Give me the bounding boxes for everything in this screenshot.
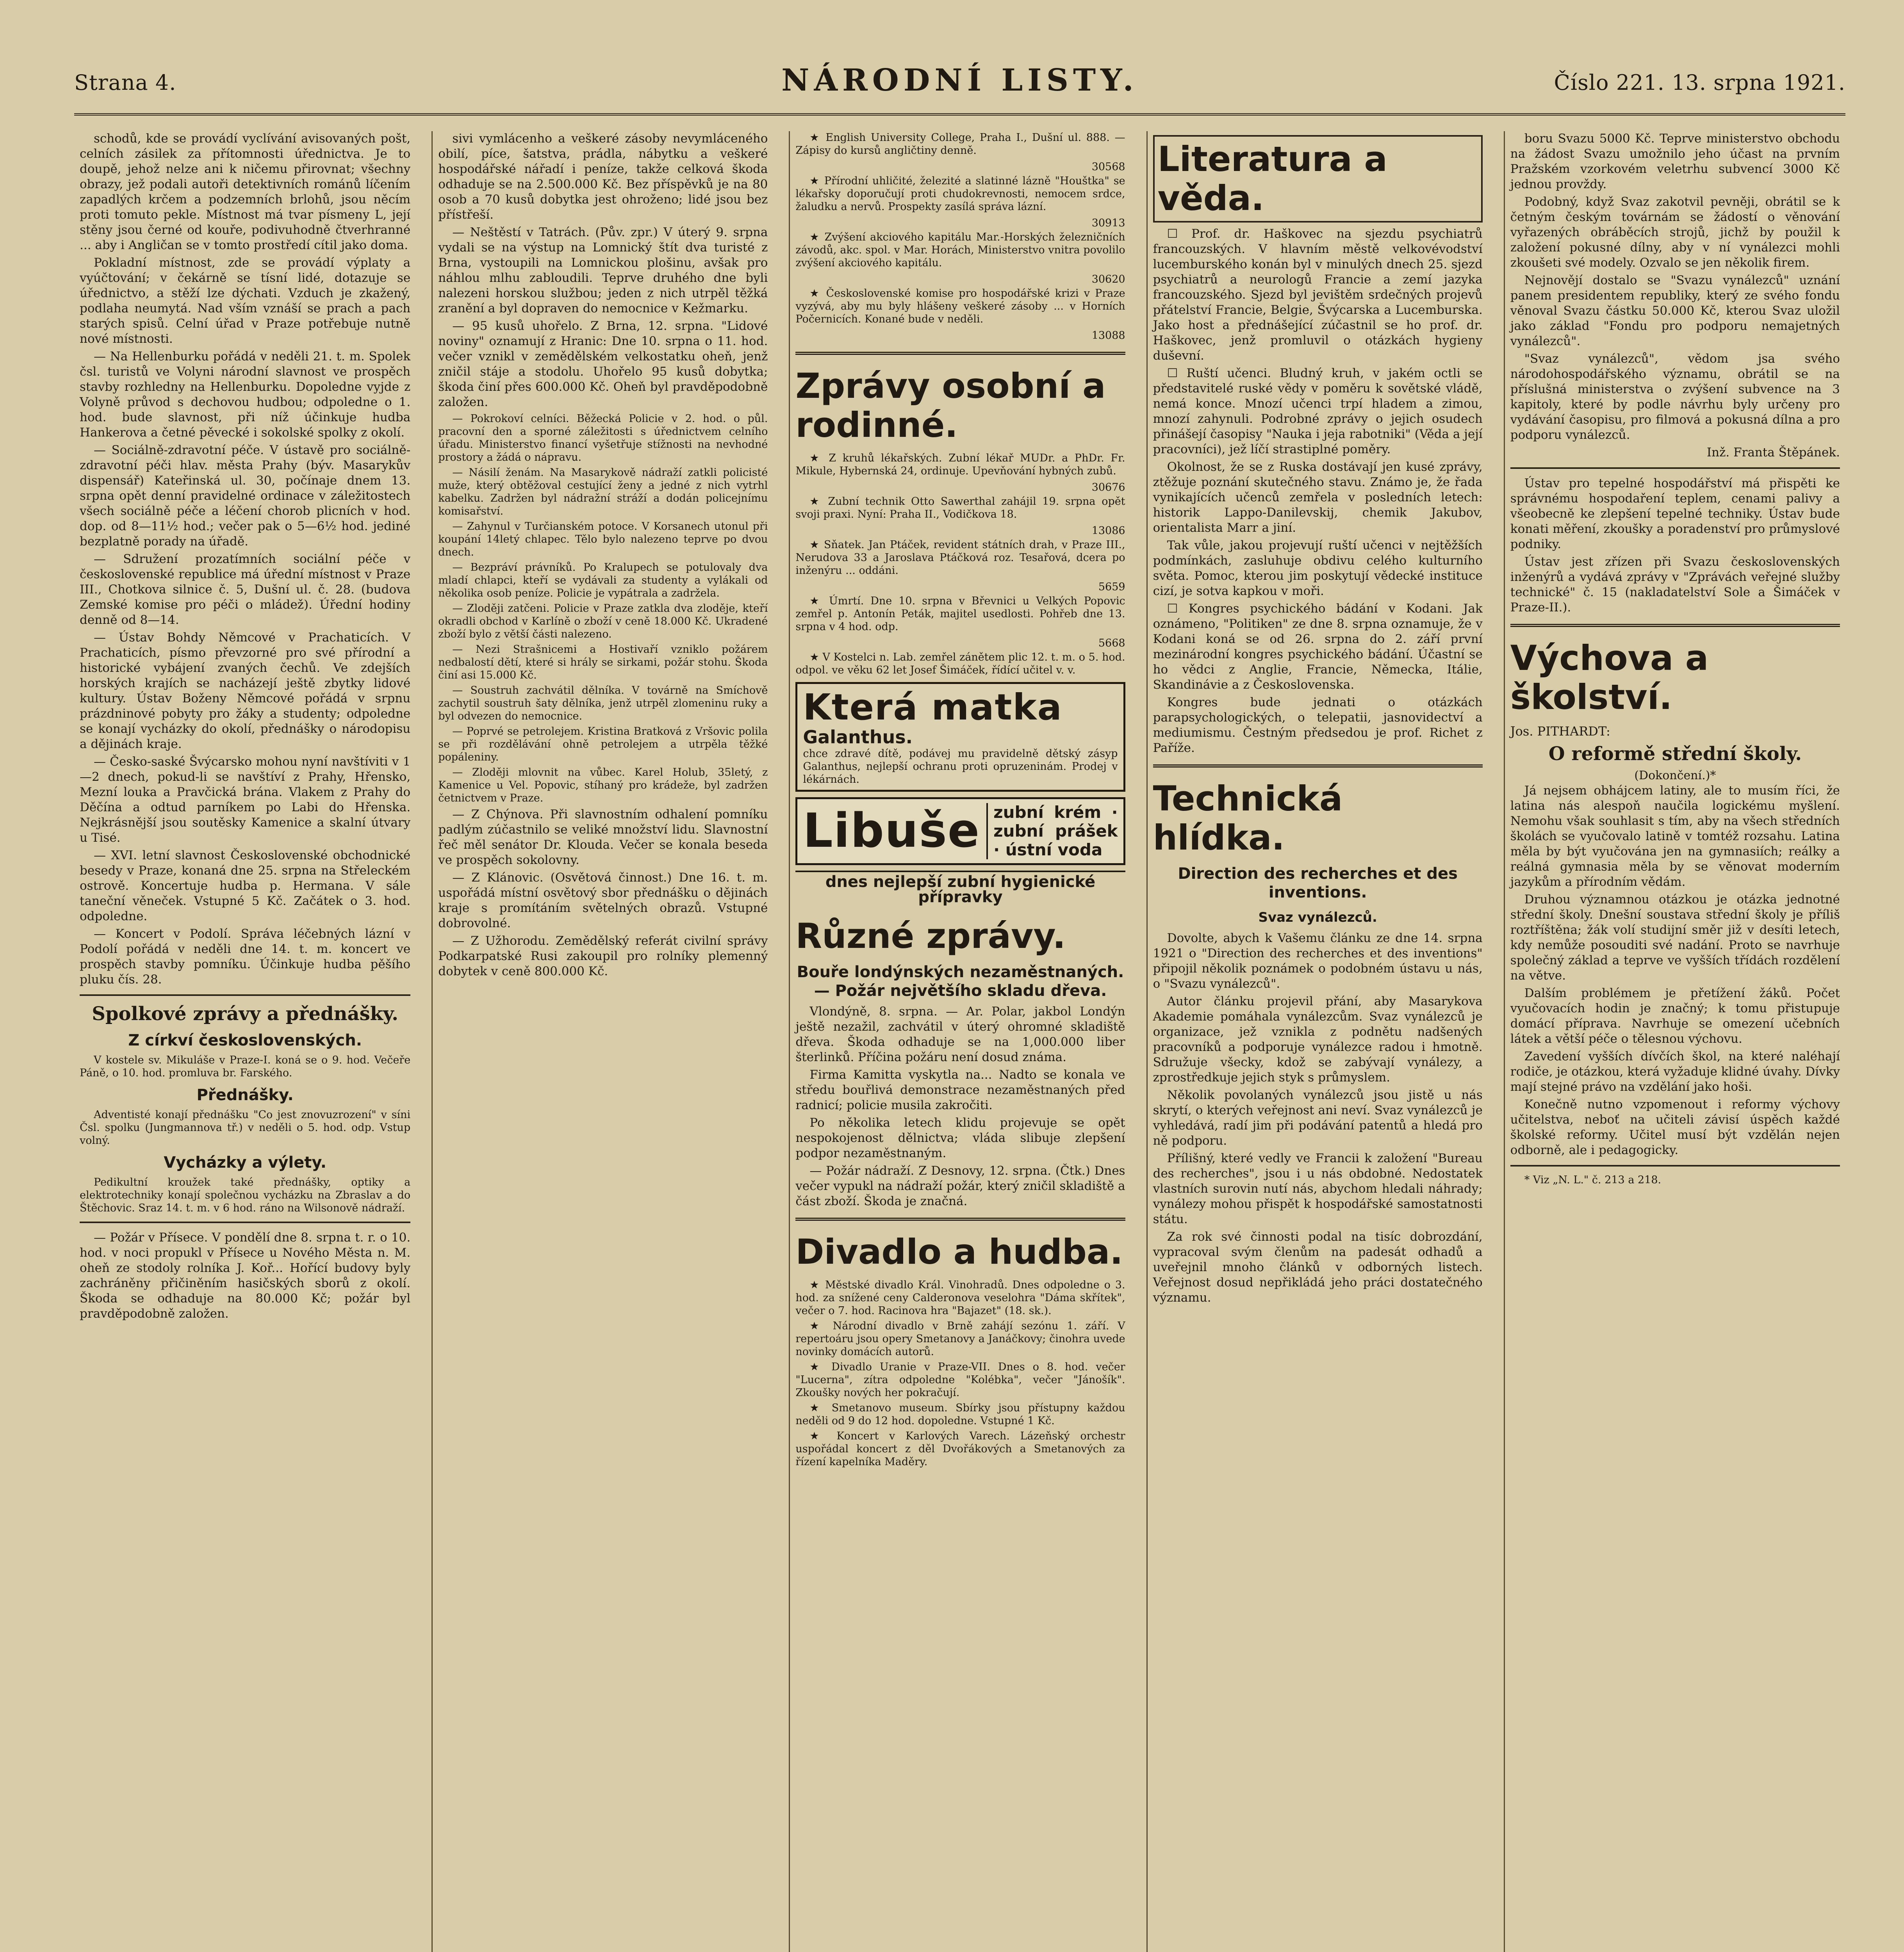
article-text: Nejnovějí dostalo se "Svazu vynálezců" uznání panem presidentem republiky, který ze svého fondu věnoval Svazu částku 50.000 Kč, kterou Svaz uložil jako základ "Fondu pro podporu nemajetných vynálezců". (1510, 273, 1840, 348)
article-text: Firma Kamitta vyskytla na... Nadto se konala ve středu bouřlivá demonstrace nezaměstnaných před radnicí; policie musila zakročiti. (795, 1068, 1125, 1112)
notice-number: 30620 (1091, 273, 1125, 285)
article-text: "Svaz vynálezců", vědom jsa svého národohospodářského významu, obrátil se na příslušná ministerstva o zvýšení subvence na 3 kapitoly, které by podle návrhu byly určeny pro vydávání časopisu, pro filmová a pokusná dílna a pro podporu vynálezců. (1510, 352, 1840, 442)
article-text: — Zloději zatčeni. Policie v Praze zatkla dva zloděje, kteří okradli obchod v Karlíně o zboží v ceně 18.000 Kč. Ukradené zboží bylo z větší části nalezeno. (438, 602, 768, 640)
notice: ★ Sňatek. Jan Ptáček, revident státních drah, v Praze III., Nerudova 33 a Jaroslava Ptáčková roz. Tesařová, dcera po inženýru ... oddáni. (795, 539, 1125, 577)
article-text: ★ Smetanovo museum. Sbírky jsou přístupny každou neděli od 9 do 12 hod. dopoledne. Vstupné 1 Kč. (795, 1402, 1125, 1427)
ad-headline: Která matka (803, 686, 1063, 728)
article-text: — Požár v Přísece. V pondělí dne 8. srpna t. r. o 10. hod. v noci propukl v Přísece u Nového Města n. M. oheň ze stodoly rolníka J. Koř... Hořící budovy byly zachráněny přičiněním hasičských sborů z okolí. Škoda se odhaduje na 80.000 Kč; požár byl pravděpodobně založen. (80, 1231, 411, 1321)
notice: ★ Úmrtí. Dne 10. srpna v Břevnici u Velkých Popovic zemřel p. Antonín Peták, majitel usedlosti. Pohřeb dne 13. srpna v 4 hod. odp. (795, 595, 1125, 633)
advertisement-libuse (795, 797, 1125, 865)
section-heading: Zprávy osobní a rodinné. (795, 366, 1106, 445)
article-continuation: (Dokončení.)* (1634, 769, 1716, 782)
article-text: ★ Městské divadlo Král. Vinohradů. Dnes odpoledne o 3. hod. za snížené ceny Calderonova veselohra "Dáma skřítek", večer o 7. hod. Racinova hra "Bajazet" (18. sk.). (795, 1279, 1125, 1317)
divider (795, 352, 1125, 355)
article-text: ★ Koncert v Karlových Varech. Lázeňský orchestr uspořádal koncert z děl Dvořákových a Smetanových za řízení kapelníka Maděry. (795, 1430, 1125, 1468)
divider (1510, 1165, 1840, 1167)
article-text: Konečně nutno vzpomenout i reformy výchovy učitelstva, neboť na učiteli závisí úspěch každé školské reformy. Učitel musí být vzdělán nejen odborně, ale i pedagogicky. (1510, 1097, 1840, 1157)
article-text: ★ Divadlo Uranie v Praze-VII. Dnes o 8. hod. večer "Lucerna", zítra odpoledne "Kolébka", večer "Jánošík". Zkoušky nových her pokračují. (795, 1361, 1125, 1399)
article-text: — Neštěstí v Tatrách. (Pův. zpr.) V úterý 9. srpna vydali se na výstup na Lomnický štít dva turisté z Brna, vystoupili na Lomnickou plošinu, avšak pro náhlou mlhu zabloudili. Teprve druhého dne byli nalezeni horskou službou; jeden z nich utrpěl těžká zranění a byl dopraven do nemocnice v Kežmarku. (438, 225, 768, 315)
page-number: Strana 4. (74, 70, 176, 95)
article-text: — Bezpráví právníků. Po Kralupech se potulovaly dva mladí chlapci, kteří se vydávali za studenty a vylákali od několika osob peníze. Policie je vypátrala a zadržela. (438, 561, 768, 599)
article-text: — Soustruh zachvátil dělníka. V továrně na Smíchově zachytil soustruh šaty dělníka, jenž utrpěl zlomeninu ruky a byl odvezen do nemocnice. (438, 684, 768, 722)
article-text: — XVI. letní slavnost Československé obchodnické besedy v Praze, konaná dne 25. srpna na Střeleckém ostrově. Koncertuje hudba p. Hermana. V sále taneční věneček. Vstupné 5 Kč. Začátek o 3. hod. odpoledne. (80, 848, 411, 923)
divider (1510, 467, 1840, 469)
article-text: — Z Klánovic. (Osvětová činnost.) Dne 16. t. m. uspořádá místní osvětový sbor přednášku o dějinách kraje s promítáním světelných obrazů. Vstupné dobrovolné. (438, 871, 768, 930)
subsection-heading: Bouře londýnských nezaměstnaných. — Požár největšího skladu dřeva. (797, 963, 1124, 1000)
article-text: Podobný, když Svaz zakotvil pevněji, obrátil se k četným českým továrnám se žádostí o věnování vyřazených obráběcích strojů, jichž by použil k založení pokusné dílny, aby v ní vynálezci mohli zkoušeti své modely. Ozvalo se jen několik firem. (1510, 195, 1840, 270)
divider (1153, 764, 1483, 768)
notice: ★ Z kruhů lékařských. Zubní lékař MUDr. a PhDr. Fr. Mikule, Hybernská 24, ordinuje. Upevňování hybných zubů. (795, 452, 1125, 477)
article-text: Vlondýně, 8. srpna. — Ar. Polar, jakbol Londýn ještě nezažil, zachvátil v úterý ohromné skladiště dřeva. Škoda odhaduje se na 1,000.000 liber šterlinků. Příčina požáru není dosud známa. (795, 1004, 1125, 1064)
notice-number: 30568 (1091, 161, 1125, 173)
article-text: — Zahynul v Turčianském potoce. V Korsanech utonul při koupání 14letý chlapec. Tělo bylo nalezeno teprve po dvou dnech. (438, 520, 768, 558)
divider (795, 1218, 1125, 1221)
subsection-heading: Vycházky a výlety. (164, 1154, 326, 1172)
notice: ★ Přírodní uhličité, železité a slatinné lázně "Houštka" se lékařsky doporučují proti chudokrevnosti, nemocem srdce, žaludku a nervů. Prospekty zasílá správa lázní. (795, 175, 1125, 213)
notice-number: 30676 (1091, 481, 1125, 493)
article-text: ☐ Prof. dr. Haškovec na sjezdu psychiatrů francouzských. V hlavním městě velkovévodství lucemburského konán byl v minulých dnech 25. sjezd psychiatrů a neurologů Francie a zemí jazyka francouzského. Sjezd byl jevištěm srdečných projevů přátelství Francie, Belgie, Švýcarska a Lucemburska. Jako host a přednášející zúčastnil se ho prof. dr. Haškovec, jenž promluvil o otázkách hygieny duševní. (1153, 227, 1483, 363)
article-text: — Nezi Strašnicemi a Hostivaří vzniklo požárem nedbalostí dětí, které si hrály se sirkami, požár stohu. Škoda činí asi 15.000 Kč. (438, 643, 768, 681)
notice: ★ V Kostelci n. Lab. zemřel zánětem plic 12. t. m. o 5. hod. odpol. ve věku 62 let Josef Šimáček, řídící učitel v. v. (795, 651, 1125, 676)
ad-tagline: dnes nejlepší zubní hygienické přípravky (795, 871, 1125, 905)
section-heading: Technická hlídka. (1153, 778, 1343, 858)
ad-brand: Galanthus. (803, 727, 913, 748)
article-text: — Požár nádraží. Z Desnovy, 12. srpna. (Čtk.) Dnes večer vypukl na nádraží požár, který zničil skladiště a část zboží. Škoda je značná. (795, 1164, 1125, 1208)
article-text: Druhou významnou otázkou je otázka jednotné střední školy. Dnešní soustava střední školy je příliš roztříštěna; žák volí studijní směr již v desíti letech, kdy nemůže posouditi své nadání. Proto se navrhuje společný základ a teprve ve vyšších třídách rozdělení na větve. (1510, 892, 1840, 983)
article-text: V kostele sv. Mikuláše v Praze-I. koná se o 9. hod. Večeře Páně, o 10. hod. promluva br. Farského. (80, 1054, 411, 1079)
divider (80, 1222, 410, 1223)
ad-products: zubní krém · zubní prášek · ústní voda (986, 803, 1118, 859)
subsection-heading: Direction des recherches et des inventions. (1178, 865, 1458, 901)
article-signature: Inž. Franta Štěpánek. (1706, 445, 1840, 460)
notice-number: 30913 (1091, 217, 1125, 229)
article-text: Zavedení vyšších dívčích škol, na které naléhají rodiče, je otázkou, která vyžaduje klidné úvahy. Dívky mají stejné právo na vzdělání jako hoši. (1510, 1049, 1840, 1094)
notice-number: 13088 (1091, 329, 1125, 342)
article-text: Přílišný, které vedly ve Francii k založení "Bureau des recherches", jsou i u nás obdobné. Nedostatek vlastních surovin nutí nás, abychom hledali náhrady; vynálezy mohou přispět k hospodářské samostatnosti státu. (1153, 1151, 1483, 1226)
section-heading: Různé zprávy. (795, 916, 1066, 956)
page-header (74, 55, 1845, 116)
article-text: Ústav pro tepelné hospodářství má přispěti ke správnému hospodaření teplem, cenami palivy a všeobecně ke zlepšení tepelné techniky. Ústav bude konati měření, zkoušky a poradenství pro průmyslové podniky. (1510, 476, 1840, 551)
article-text: Dovolte, abych k Vašemu článku ze dne 14. srpna 1921 o "Direction des recherches et des inventions" připojil několik poznámek o podobném ústavu u nás, o "Svazu vynálezců". (1153, 931, 1483, 991)
masthead: NÁRODNÍ LISTY. (781, 62, 1138, 98)
issue-date: Číslo 221. 13. srpna 1921. (1554, 70, 1845, 95)
column-2 (431, 131, 773, 1952)
notice: ★ Zubní technik Otto Sawerthal zahájil 19. srpna opět svoji praxi. Nyní: Praha II., Vodičkova 18. (795, 495, 1125, 520)
notice-number: 5668 (1098, 637, 1125, 649)
columns (74, 131, 1845, 1952)
article-text: Za rok své činnosti podal na tisíc dobrozdání, vypracoval svým členům na padesát odhadů a uveřejnil mnoho článků v odborných listech. Veřejnost dosud nepřikládá jeho práci dostatečného významu. (1153, 1230, 1483, 1305)
article-text: — Sdružení prozatímních sociální péče v československé republice má úřední místnost v Praze III., Chotkova silnice č. 5, Dušní ul. č. 28. (budova Zemské komise pro péči o mládež). Úřední hodiny denně od 8—14. (80, 552, 411, 627)
article-text: — Zloději mlovnit na vůbec. Karel Holub, 35letý, z Kamenice u Vel. Popovic, stíhaný pro krádeže, byl zadržen četnictvem v Praze. (438, 766, 768, 804)
article-text: Pokladní místnost, zde se provádí výplaty a vyúčtování; v čekárně se tísní lidé, dotazuje se úřednictvo, a stěží lze dýchati. Vzduch je zkažený, podlaha neumytá. Nad vším vznáší se prach a pach starých spisů. Celní úřad v Praze potřebuje nutně nové místnosti. (80, 256, 411, 346)
article-text: — Poprvé se petrolejem. Kristina Bratková z Vršovic polila se při rozdělávání ohně petrolejem a utrpěla těžké popáleniny. (438, 725, 768, 763)
article-text: Dalším problémem je přetížení žáků. Počet vyučovacích hodin je značný; k tomu přistupuje domácí příprava. Navrhuje se omezení učebních látek a větší péče o tělesnou výchovu. (1510, 986, 1840, 1046)
article-text: boru Svazu 5000 Kč. Teprve ministerstvo obchodu na žádost Svazu umožnilo jeho účast na prvním Pražském vzorkovém veletrhu subvencí 3000 Kč jednou provždy. (1510, 132, 1840, 191)
notice-number: 5659 (1098, 581, 1125, 593)
article-text: Několik povolaných vynálezců jsou jistě u nás skrytí, o kterých veřejnost ani neví. Svaz vynálezců je vyhledává, radí jim při podávání patentů a hledá pro ně podporu. (1153, 1088, 1483, 1148)
article-text: Okolnost, že se z Ruska dostávají jen kusé zprávy, ztěžuje poznání skutečného stavu. Známo je, že řada vynikajících učenců zemřela v posledních letech: historik Lappo-Danilevskij, chemik Jakubov, orientalista Marr a jiní. (1153, 460, 1483, 535)
column-3 (789, 131, 1130, 1952)
article-text: Kongres bude jednati o otázkách parapsychologických, o telepatii, jasnovidectví a mediumismu. Čestným předsedou je prof. Richet z Paříže. (1153, 695, 1483, 755)
divider (80, 994, 410, 996)
article-text: schodů, kde se provádí vyclívání avisovaných pošt, celních zásilek za přítomnosti úřednictva. Je to doupě, jehož nelze ani k ničemu přirovnat; všechny obrazy, jež podali autoři detektivních románů líčením zapadlých krčem a podzemních brlohů, jsou něcím proti tomuto pekle. Místnost má tvar písmeny L, její stěny jsou černé od kouře, podivuhodně čtverhranné ... aby i Angličan se v tomto prostředí cítil jako doma. (80, 132, 411, 252)
ad-text: chce zdravé dítě, podávej mu pravidelně dětský zásyp Galanthus, nejlepší ochranu proti opruzeninám. Prodej v lékárnách. (803, 748, 1118, 785)
section-heading: Spolkové zprávy a přednášky. (92, 1003, 398, 1025)
article-title: O reformě střední školy. (1548, 743, 1802, 765)
notice: ★ Československé komise pro hospodářské krizi v Praze vyzývá, aby mu byly hlášeny veškeré zásoby ... v Horních Počernicích. Konané bude v neděli. (795, 287, 1125, 325)
article-text: — Česko-saské Švýcarsko mohou nyní navštíviti v 1—2 dnech, pokud-li se navštíví z Prahy, Hřensko, Mezní louka a Pravčická brána. Vlakem z Prahy do Děčína a odtud parníkem po Labi do Hřenska. Nejkrásnější jsou soutěsky Kamenice a skalní útvary u Tisé. (80, 755, 411, 845)
notice: ★ English University College, Praha I., Dušní ul. 888. — Zápisy do kursů angličtiny denně. (795, 132, 1125, 157)
article-text: ☐ Kongres psychického bádání v Kodani. Jak oznámeno, "Politiken" ze dne 8. srpna oznamuje, že v Kodani koná se od 26. srpna do 2. září první mezinárodní kongres psychického bádání. Účastní se ho vědci z Anglie, Francie, Německa, Itálie, Skandinávie a z Československa. (1153, 602, 1483, 692)
article-text: ★ Národní divadlo v Brně zahájí sezónu 1. září. V repertoáru jsou opery Smetanovy a Janáčkovy; činohra uvede novinky domácích autorů. (795, 1320, 1125, 1358)
article-text: — Sociálně-zdravotní péče. V ústavě pro sociálně-zdravotní péči hlav. města Prahy (býv. Masarykův dispensář) Kateřinská ul. 30, počínaje dnem 13. srpna opět denní pravidelné ordinace v záležitostech všech sociálně péče a léčení chorob plicních v hod. dop. od 8—11½ hod.; večer pak o 5—6½ hod. jediné bezplatně porady na úřadě. (80, 443, 411, 549)
column-1 (74, 131, 416, 1952)
article-text: Pedikultní kroužek také přednášky, optiky a elektrotechniky konají společnou vycházku na Zbraslav a do Štěchovic. Sraz 14. t. m. v 6 hod. ráno na Wilsonově nádraží. (80, 1176, 411, 1214)
column-5 (1504, 131, 1845, 1952)
article-text: Po několika letech klidu projevuje se opět nespokojenost dělnictva; vláda slibuje zlepšení podpor nezaměstnaným. (795, 1116, 1125, 1160)
divider (1510, 624, 1840, 627)
article-text: — Koncert v Podolí. Správa léčebných lázní v Podolí pořádá v neděli dne 14. t. m. koncert ve prospěch stavby pomníku. Účinkuje hudba pěšího pluku čís. 28. (80, 927, 411, 987)
article-text: sivi vymlácenho a veškeré zásoby nevymláceného obilí, píce, šatstva, prádla, nábytku a veškeré hospodářské nářadí i peníze, takže celková škoda odhaduje se na 2.500.000 Kč. Bez příspěvků je na 80 osob a 70 kusů dobytka jest ohroženo; lidé jsou bez přístřeší. (438, 132, 768, 222)
section-heading: Literatura a věda. (1157, 139, 1387, 218)
article-text: — Z Užhorodu. Zemědělský referát civilní správy Podkarpatské Rusi zakoupil pro rolníky plemenný dobytek v ceně 800.000 Kč. (438, 934, 768, 978)
subsection-heading: Svaz vynálezců. (1258, 910, 1377, 925)
ad-brand: Libuše (803, 804, 981, 858)
article-text: — Ústav Bohdy Němcové v Prachaticích. V Prachaticích, písmo převzorné pro své přírodní a historické vybájení zvaných čechů. Ve zdejších horských krajích se nacházejí ještě zbytky lidové kultury. Ústav Boženy Němcové pořádá v srpnu prázdninové pobyty pro žáky a studenty; odpoledne se konají vycházky do okolí, přednášky o národopisu a dějinách kraje. (80, 630, 411, 751)
article-text: Autor článku projevil přání, aby Masarykova Akademie pomáhala vynálezcům. Svaz vynálezců je organizace, jež vznikla z podnětu nadšených pracovníků a podporuje vynálezce radou i hmotně. Sdružuje všecky, kdož se zabývají vynálezy, a zprostředkuje jejich styk s průmyslem. (1153, 994, 1483, 1085)
section-heading: Divadlo a hudba. (795, 1232, 1123, 1272)
article-text: Já nejsem obhájcem latiny, ale to musím říci, že latina nás alespoň naučila logickému myšlení. Nemohu však souhlasit s tím, aby na všech středních školách se vyučovalo latině v tomtéž rozsahu. Latina měla by být vyučována jen na gymnasiích; reálky a reálná gymnasia měla by se věnovat moderním jazykům a přírodním vědám. (1510, 784, 1840, 889)
advertisement-galanthus (795, 682, 1125, 792)
subsection-heading: Z církví československých. (128, 1031, 362, 1049)
notice-number: 13086 (1091, 525, 1125, 537)
article-text: ☐ Ruští učenci. Bludný kruh, v jakém octli se představitelé ruské vědy v poměru k sovětské vládě, nemá konce. Mnozí učenci trpí hladem a zimou, mnozí zahynuli. Podrobné zprávy o jejich osudech přinášejí časopisy "Nauka i jeja rabotniki" (Věda a její pracovníci), jež líčí strastiplné poměry. (1153, 366, 1483, 456)
article-text: — Z Chýnova. Při slavnostním odhalení pomníku padlým zúčastnilo se veliké množství lidu. Slavnostní řeč měl senátor Dr. Klouda. Večer se konala beseda ve prospěch sokolovny. (438, 807, 768, 867)
article-text: Ústav jest zřízen při Svazu československých inženýrů a vydává zprávy v "Zprávách veřejné služby technické" č. 15 (nakladatelství Sole a Šimáček v Praze-II.). (1510, 555, 1840, 614)
section-heading: Výchova a školství. (1510, 638, 1709, 717)
column-4 (1146, 131, 1488, 1952)
article-text: — Na Hellenburku pořádá v neděli 21. t. m. Spolek čsl. turistů ve Volyni národní slavnost ve prospěch stavby rozhledny na Hellenburku. Dopoledne vyjde z Volyně průvod s dechovou hudbou; odpoledne o 1. hod. bude slavnost, při níž účinkuje hudba Hankerova a četné pěvecké i sokolské spolky z okolí. (80, 349, 411, 440)
article-text: Adventisté konají přednášku "Co jest znovuzrození" v síni Čsl. spolku (Jungmannova tř.) v neděli o 5. hod. odp. Vstup volný. (80, 1109, 411, 1147)
article-text: — Pokrokoví celníci. Běžecká Policie v 2. hod. o půl. pracovní den a sporné záležitosti s úřednictvem celního úřadu. Ministerstvo financí vyšetřuje stížnosti na nevhodné prostory a žádá o nápravu. (438, 413, 768, 463)
footnote: * Viz „N. L." č. 213 a 218. (1524, 1174, 1662, 1186)
section-box (1153, 135, 1483, 223)
article-text: — 95 kusů uhořelo. Z Brna, 12. srpna. "Lidové noviny" oznamují z Hranic: Dne 10. srpna o 11. hod. večer vznikl v zemědělském velkostatku oheň, jenž zničil stáje a stodolu. Uhořelo 95 kusů dobytka; škoda činí přes 600.000 Kč. Oheň byl pravděpodobně založen. (438, 319, 768, 409)
subsection-heading: Přednášky. (196, 1086, 294, 1104)
article-author: Jos. PITHARDT: (1510, 724, 1610, 739)
article-text: — Násilí ženám. Na Masarykově nádraží zatkli policisté muže, který obtěžoval cestující ženy a jedné z nich vytrhl kabelku. Zadržen byl nádražní stráží a dodán policejnímu komisařství. (438, 467, 768, 517)
article-text: Tak vůle, jakou projevují ruští učenci v nejtěžších podmínkách, zasluhuje obdivu celého kulturního světa. Pomoc, kterou jim poskytují vědecké instituce cizí, je sotva kapkou v moři. (1153, 538, 1483, 598)
notice: ★ Zvýšení akciového kapitálu Mar.-Horských železničních závodů, akc. spol. v Mar. Horách, Ministerstvo vnitra povolilo zvýšení akciového kapitálu. (795, 231, 1125, 269)
